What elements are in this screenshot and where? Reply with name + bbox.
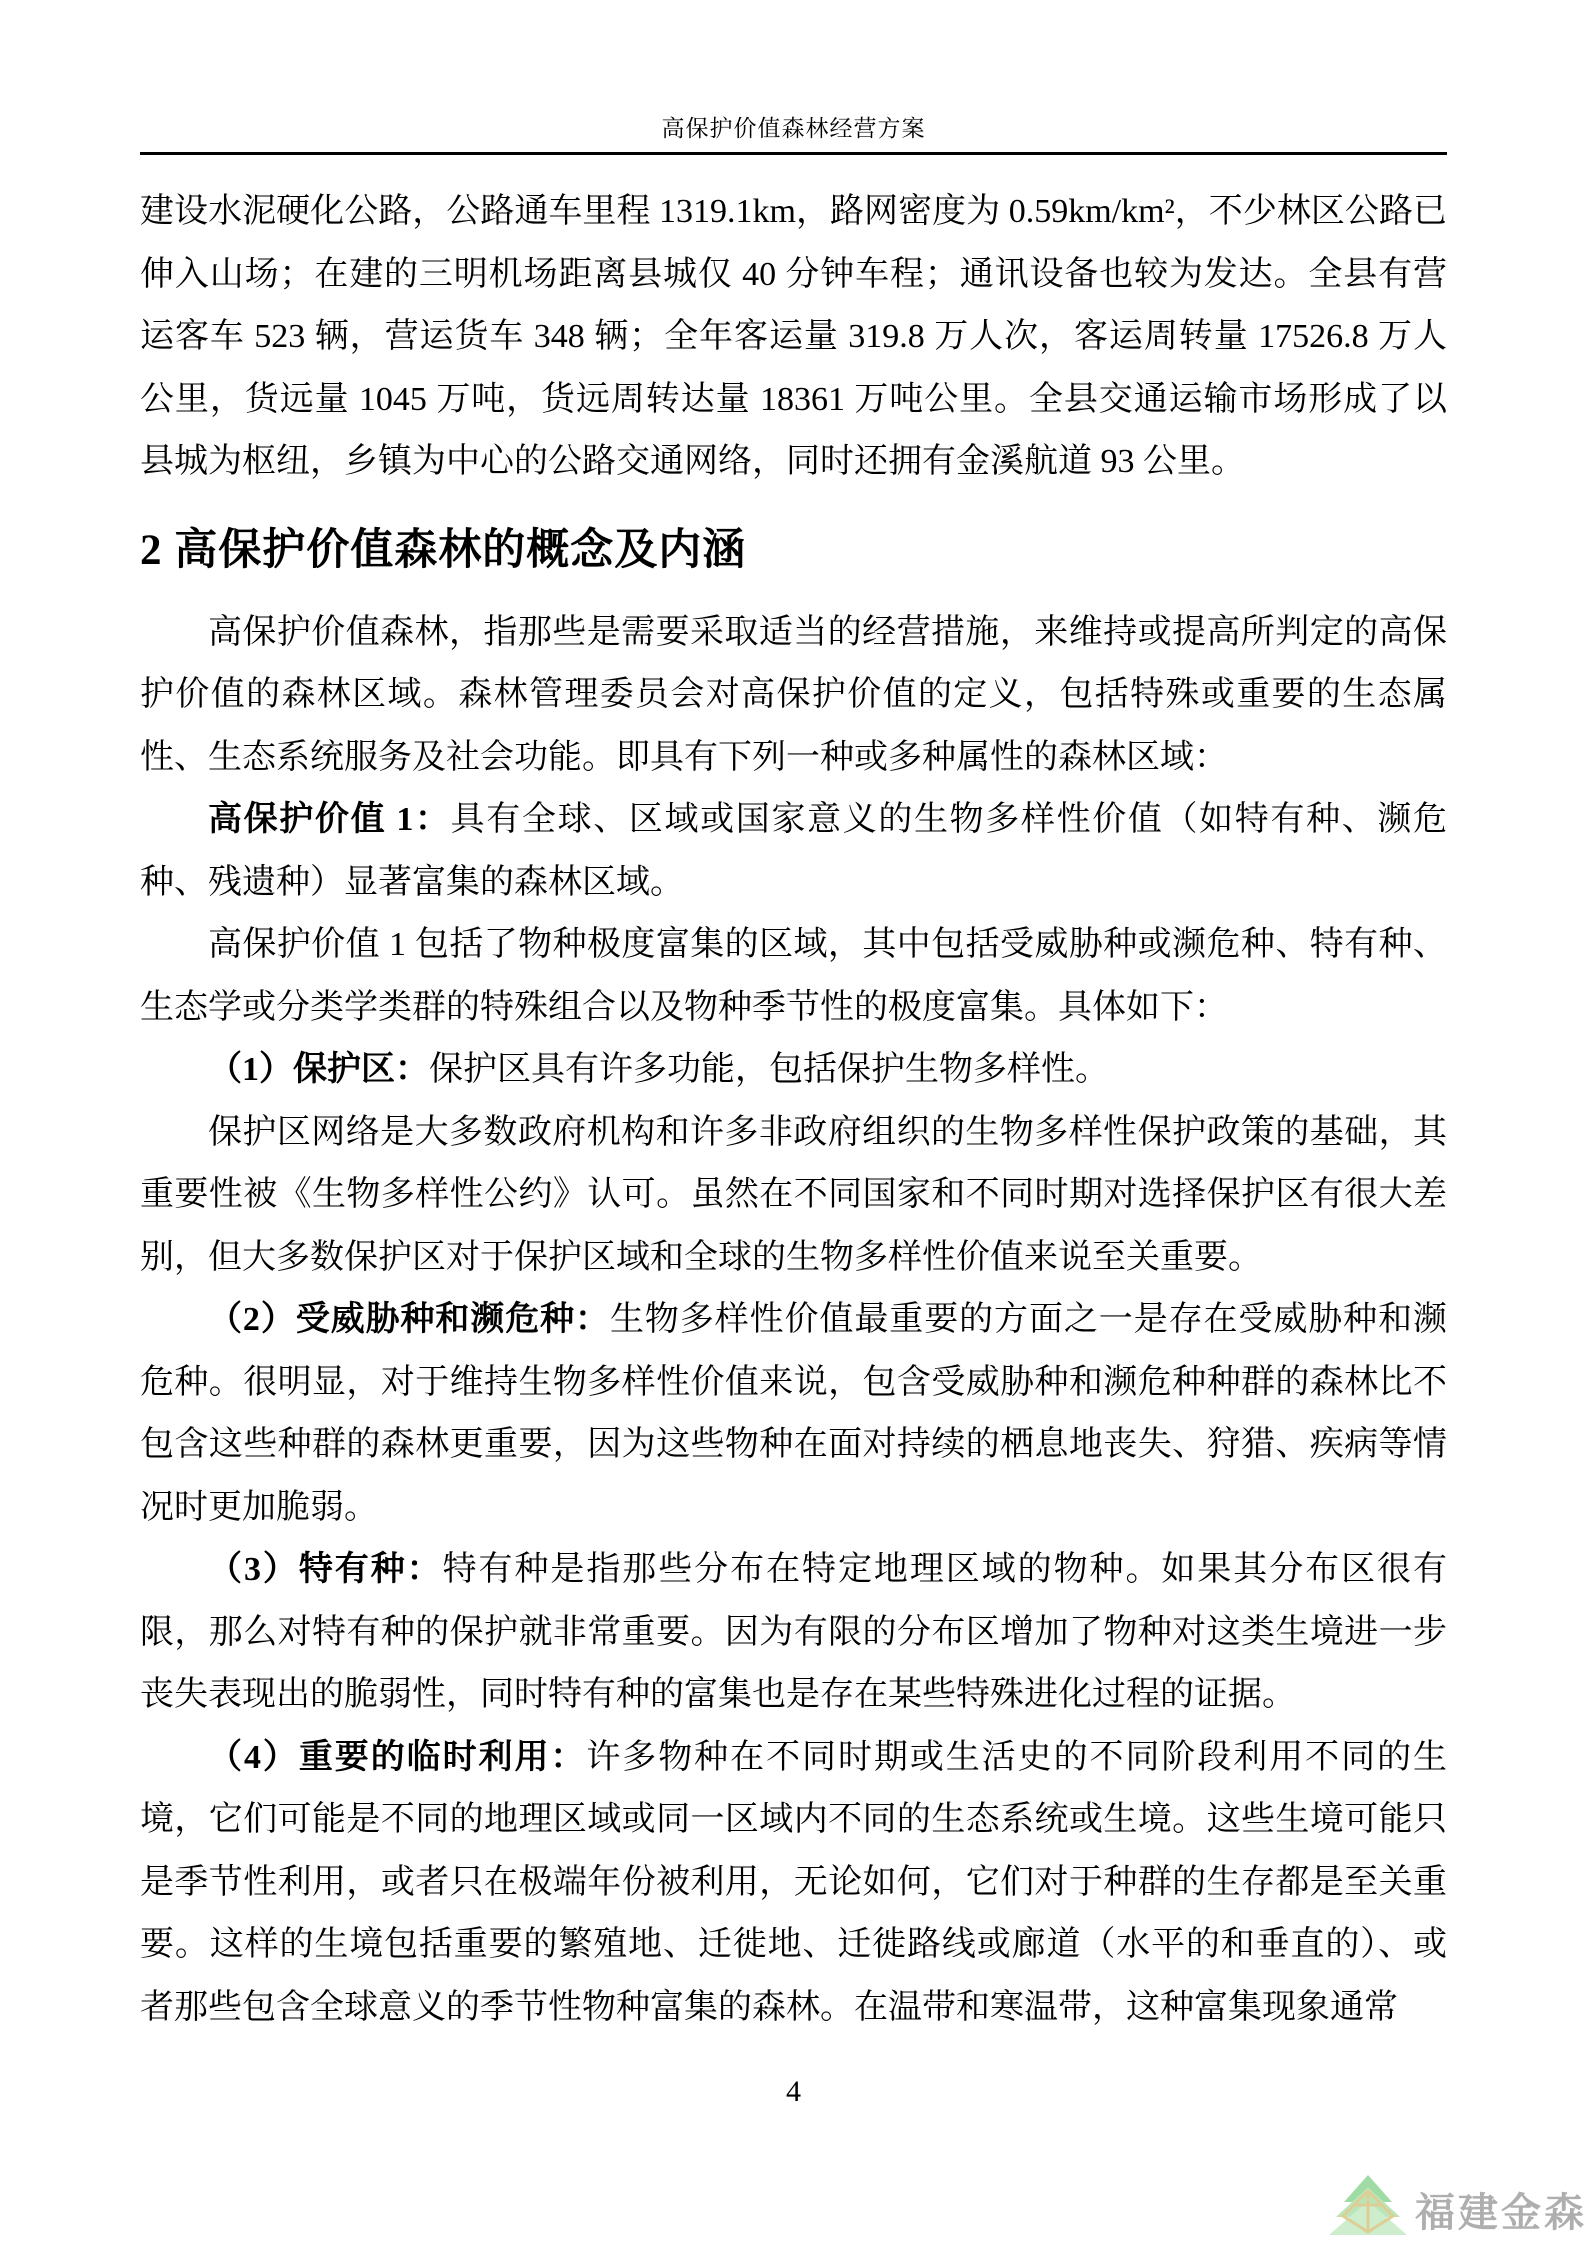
page-number: 4: [786, 2075, 801, 2108]
paragraph: 保护区网络是大多数政府机构和许多非政府组织的生物多样性保护政策的基础，其重要性被《生物多样性公约》认可。虽然在不同国家和不同时期对选择保护区有很大差别，但大多数保护区对于保护区域和全球的生物多样性价值来说至关重要。: [140, 1113, 1447, 1276]
paragraph-lead: （2）受威胁种和濒危种：: [208, 1301, 610, 1338]
paragraph-lead: （3）特有种：: [208, 1551, 443, 1588]
paragraph: 高保护价值森林，指那些是需要采取适当的经营措施，来维持或提高所判定的高保护价值的森林区域。森林管理委员会对高保护价值的定义，包括特殊或重要的生态属性、生态系统服务及社会功能。即具有下列一种或多种属性的森林区域：: [140, 613, 1447, 776]
paragraph-lead: （4）重要的临时利用：: [208, 1738, 587, 1776]
header-title: 高保护价值森林经营方案: [661, 116, 926, 141]
section-heading: 2 高保护价值森林的概念及内涵: [140, 526, 747, 574]
document-body: [140, 181, 1447, 2039]
paragraph: （3）特有种：特有种是指那些分布在特定地理区域的物种。如果其分布区很有限，那么对特有种的保护就非常重要。因为有限的分布区增加了物种对这类生境进一步丧失表现出的脆弱性，同时特有种的富集也是存在某些特殊进化过程的证据。: [140, 1551, 1448, 1713]
logo-text: 福建金森: [1415, 2191, 1587, 2235]
company-logo: [1329, 2175, 1587, 2235]
pine-tree-logo-icon: [1329, 2175, 1407, 2235]
paragraph: 高保护价值 1 包括了物种极度富集的区域，其中包括受威胁种或濒危种、特有种、生态学或分类学类群的特殊组合以及物种季节性的极度富集。具体如下：: [140, 926, 1447, 1026]
paragraph: 高保护价值 1：具有全球、区域或国家意义的生物多样性价值（如特有种、濒危种、残遗种）显著富集的森林区域。: [140, 801, 1448, 901]
paragraph: （4）重要的临时利用：许多物种在不同时期或生活史的不同阶段利用不同的生境，它们可能是不同的地理区域或同一区域内不同的生态系统或生境。这些生境可能只是季节性利用，或者只在极端年份被利用，无论如何，它们对于种群的生存都是至关重要。这样的生境包括重要的繁殖地、迁徙地、迁徙路线或廊道（水平的和垂直的）、或者那些包含全球意义的季节性物种富集的森林。在温带和寒温带，这种富集现象通常: [140, 1738, 1448, 2026]
page-header: [140, 0, 1447, 155]
paragraph: （1）保护区：保护区具有许多功能，包括保护生物多样性。: [208, 1051, 1109, 1088]
paragraph-lead: 高保护价值 1：: [208, 801, 451, 838]
paragraph: 建设水泥硬化公路，公路通车里程 1319.1km，路网密度为 0.59km/km²，不少林区公路已伸入山场；在建的三明机场距离县城仅 40 分钟车程；通讯设备也较为发达。全县有营运客车 523 辆，营运货车 348 辆；全年客运量 319.8 万人次，客运周转量 17526.8 万人公里，货远量 1045 万吨，货远周转达量 18361 万吨公里。全县交通运输市场形成了以县城为枢纽，乡镇为中心的公路交通网络，同时还拥有金溪航道 93 公里。: [140, 193, 1447, 480]
paragraph-lead: （1）保护区：: [208, 1051, 429, 1088]
paragraph: （2）受威胁种和濒危种：生物多样性价值最重要的方面之一是存在受威胁种和濒危种。很明显，对于维持生物多样性价值来说，包含受威胁种和濒危种种群的森林比不包含这些种群的森林更重要，因为这些物种在面对持续的栖息地丧失、狩猎、疾病等情况时更加脆弱。: [140, 1301, 1448, 1526]
